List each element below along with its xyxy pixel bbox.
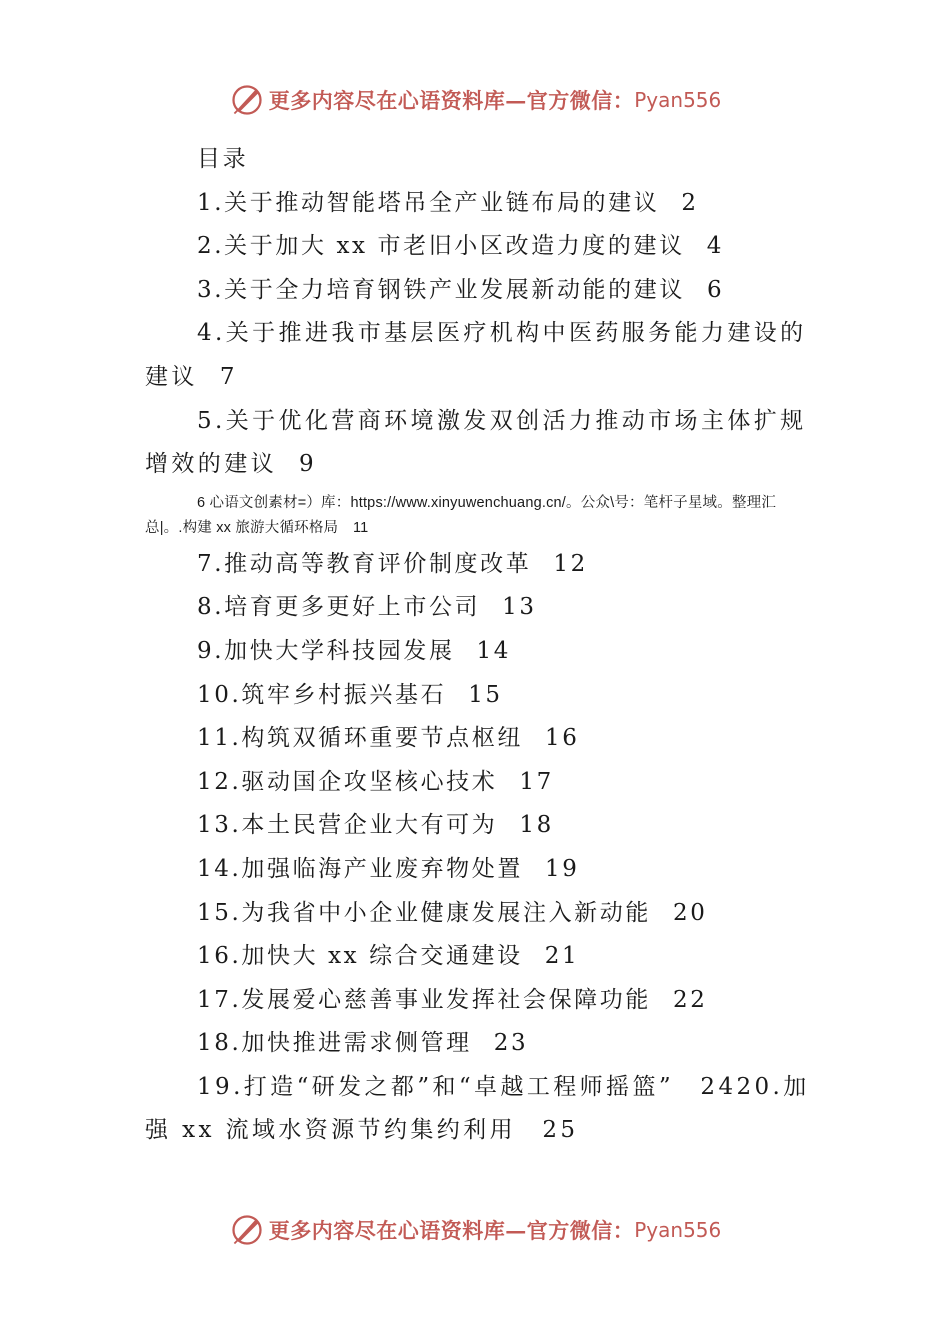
toc-entry: 3.关于全力培育钢铁产业发展新动能的建议 6 <box>197 276 725 303</box>
quill-logo-icon <box>229 82 265 118</box>
toc-entry: 9.加快大学科技园发展 14 <box>197 637 512 664</box>
watermark-noise-line: 6 心语文创素材=）库：https://www.xinyuwenchuang.cn/。公众\号：笔杆子星域。整理汇总|。.构建 xx 旅游大循环格局 11 <box>145 494 777 536</box>
toc-entry: 7.推动高等教育评价制度改革 12 <box>197 550 588 577</box>
table-of-contents <box>145 138 810 1153</box>
banner-text: 更多内容尽在心语资料库—官方微信： <box>268 1218 635 1243</box>
toc-entry: 16.加快大 xx 综合交通建设 21 <box>197 943 580 970</box>
footer-watermark-banner <box>0 1208 950 1252</box>
toc-entry: 15.为我省中小企业健康发展注入新动能 20 <box>197 899 708 926</box>
banner-text: 更多内容尽在心语资料库—官方微信： <box>268 88 635 113</box>
toc-entry: 4.关于推进我市基层医疗机构中医药服务能力建设的建议 7 <box>145 320 807 390</box>
toc-entry: 14.加强临海产业废弃物处置 19 <box>197 855 580 882</box>
quill-logo-icon <box>229 1212 265 1248</box>
toc-entry: 1.关于推动智能塔吊全产业链布局的建议 2 <box>197 189 699 216</box>
toc-entry: 2.关于加大 xx 市老旧小区改造力度的建议 4 <box>197 233 724 260</box>
toc-title: 目录 <box>197 146 249 172</box>
header-watermark-banner <box>0 78 950 122</box>
toc-entry: 12.驱动国企攻坚核心技术 17 <box>197 768 554 795</box>
toc-entry: 17.发展爱心慈善事业发挥社会保障功能 22 <box>197 986 708 1013</box>
toc-entry: 18.加快推进需求侧管理 23 <box>197 1030 529 1057</box>
toc-entry-combined: 19.打造“研发之都”和“卓越工程师摇篮” 2420.加强 xx 流域水资源节约集约利用 25 <box>145 1073 810 1144</box>
toc-entry: 13.本土民营企业大有可为 18 <box>197 812 554 839</box>
toc-entry: 10.筑牢乡村振兴基石 15 <box>197 681 503 708</box>
banner-wechat-id: Pyan556 <box>634 1218 722 1242</box>
banner-wechat-id: Pyan556 <box>634 88 722 112</box>
toc-entry: 8.培育更多更好上市公司 13 <box>197 594 537 621</box>
toc-entry: 11.构筑双循环重要节点枢纽 16 <box>197 725 580 752</box>
toc-entry: 5.关于优化营商环境激发双创活力推动市场主体扩规增效的建议 9 <box>145 407 807 478</box>
